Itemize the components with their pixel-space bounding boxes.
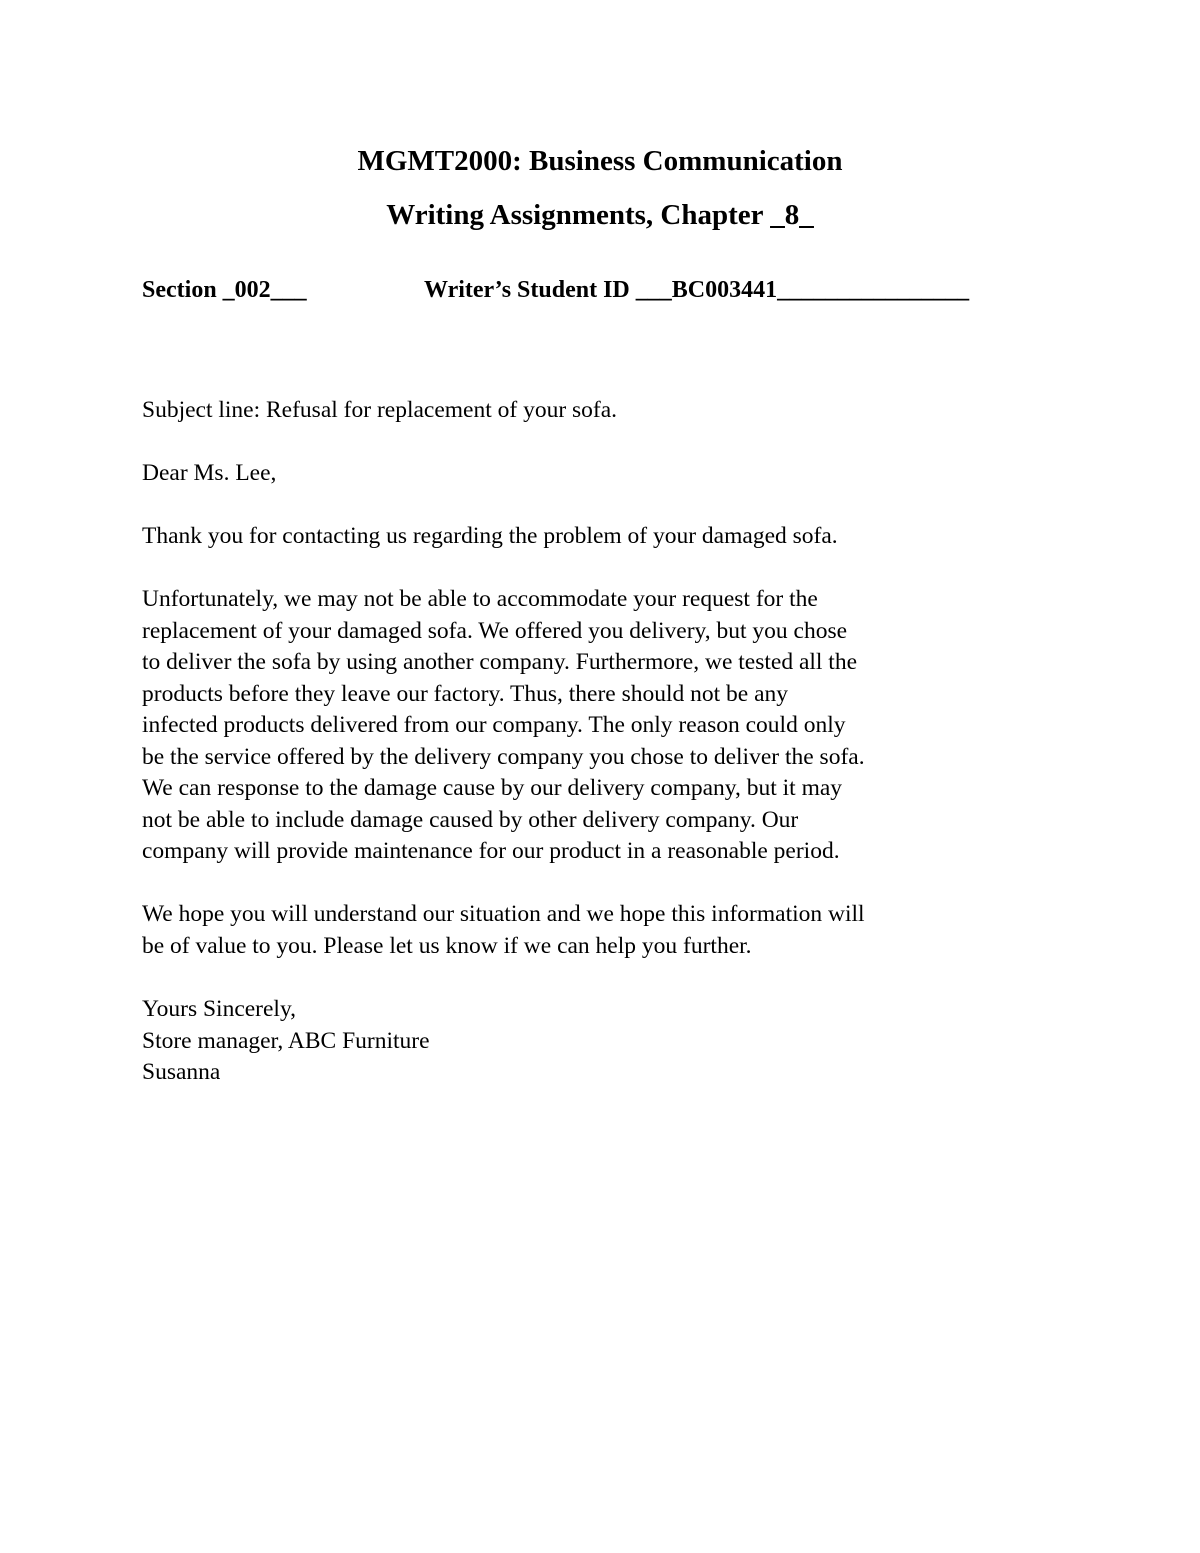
course-title: MGMT2000: Business Communication — [357, 145, 843, 177]
paragraph-line: company will provide maintenance for our product in a reasonable period. — [142, 838, 840, 864]
paragraph-line: Unfortunately, we may not be able to accommodate your request for the — [142, 586, 818, 612]
paragraph-line: We hope you will understand our situation and we hope this information will — [142, 901, 865, 927]
signer-title: Store manager, ABC Furniture — [142, 1027, 430, 1054]
paragraph-line: to deliver the sofa by using another company. Furthermore, we tested all the — [142, 649, 858, 675]
paragraph-line: not be able to include damage caused by other delivery company. Our — [142, 806, 799, 833]
paragraph-line: be the service offered by the delivery company you chose to deliver the sofa. — [142, 743, 865, 770]
signer-name: Susanna — [142, 1059, 221, 1085]
subject-line: Subject line: Refusal for replacement of your sofa. — [142, 397, 618, 423]
signature-block — [142, 994, 1102, 1089]
paragraph-line: products before they leave our factory. Thus, there should not be any — [142, 680, 789, 707]
reason-paragraph — [142, 584, 1102, 868]
section-number: Section _002___ — [142, 277, 307, 303]
paragraph-line: replacement of your damaged sofa. We offered you delivery, but you chose — [142, 617, 848, 644]
paragraph-line: infected products delivered from our company. The only reason could only — [142, 712, 846, 738]
intro-paragraph: Thank you for contacting us regarding the problem of your damaged sofa. — [142, 523, 838, 549]
closing-paragraph — [142, 899, 1102, 962]
greeting: Dear Ms. Lee, — [142, 460, 277, 486]
student-id: Writer’s Student ID ___BC003441________________ — [424, 277, 970, 303]
paragraph-line: We can response to the damage cause by our delivery company, but it may — [142, 775, 843, 801]
valediction: Yours Sincerely, — [142, 996, 297, 1022]
assignment-title: Writing Assignments, Chapter _8_ — [386, 199, 814, 231]
paragraph-line: be of value to you. Please let us know if we can help you further. — [142, 932, 752, 959]
